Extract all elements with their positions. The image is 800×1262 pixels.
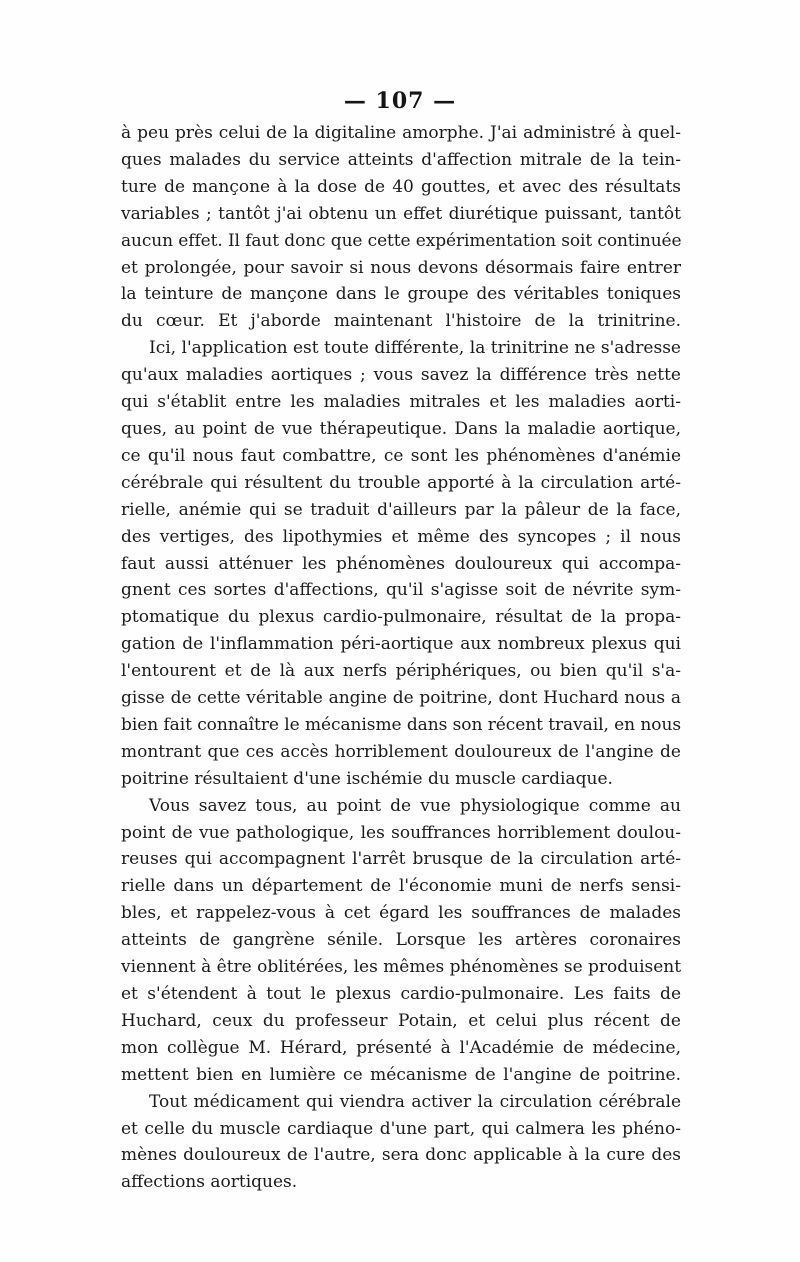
text-line: poitrine résultaient d'une ischémie du muscle cardiaque. — [121, 768, 613, 789]
text-line: ture de mançone à la dose de 40 gouttes, et avec des résultats — [121, 176, 681, 197]
text-line: Huchard, ceux du professeur Potain, et celui plus récent de — [121, 1010, 681, 1031]
text-line: et s'étendent à tout le plexus cardio-pulmonaire. Les faits de — [121, 984, 681, 1004]
text-line: atteints de gangrène sénile. Lorsque les artères coronaires — [121, 930, 681, 951]
text-line: bles, et rappelez-vous à cet égard les souffrances de malades — [121, 903, 681, 924]
text-line: mettent bien en lumière ce mécanisme de l'angine de poitrine. — [121, 1064, 681, 1085]
text-line: faut aussi atténuer les phénomènes douloureux qui accompa- — [121, 553, 681, 574]
text-line: l'entourent et de là aux nerfs périphériques, ou bien qu'il s'a- — [121, 661, 681, 682]
text-line: ques malades du service atteints d'affection mitrale de la tein- — [121, 149, 681, 170]
text-line: des vertiges, des lipothymies et même des syncopes ; il nous — [121, 526, 681, 547]
text-line: viennent à être oblitérées, les mêmes phénomènes se produisent — [121, 957, 682, 978]
text-line: ce qu'il nous faut combattre, ce sont les phénomènes d'anémie — [121, 445, 681, 466]
text-line: montrant que ces accès horriblement douloureux de l'angine de — [121, 741, 681, 762]
text-line: Tout médicament qui viendra activer la circulation cérébrale — [149, 1091, 681, 1112]
text-line: mon collègue M. Hérard, présenté à l'Académie de médecine, — [121, 1037, 681, 1058]
text-line: rielle dans un département de l'économie muni de nerfs sensi- — [121, 876, 681, 897]
text-line: qui s'établit entre les maladies mitrales et les maladies aorti- — [121, 392, 681, 413]
text-line: Vous savez tous, au point de vue physiologique comme au — [149, 795, 681, 816]
text-line: mènes douloureux de l'autre, sera donc applicable à la cure des — [121, 1145, 681, 1166]
text-line: Ici, l'application est toute différente, la trinitrine ne s'adresse — [149, 338, 681, 359]
text-line: rielle, anémie qui se traduit d'ailleurs par la pâleur de la face, — [121, 499, 681, 520]
text-line: et prolongée, pour savoir si nous devons désormais faire entrer — [121, 257, 681, 278]
text-line: gnent ces sortes d'affections, qu'il s'agisse soit de névrite sym- — [121, 580, 681, 601]
text-line: aucun effet. Il faut donc que cette expérimentation soit continuée — [121, 230, 682, 251]
paragraph-2 — [121, 335, 681, 792]
text-line: point de vue pathologique, les souffrances horriblement doulou- — [121, 822, 681, 843]
text-line: affections aortiques. — [121, 1172, 298, 1193]
text-line: la teinture de mançone dans le groupe des véritables toniques — [121, 284, 681, 305]
paragraph-4 — [121, 1089, 681, 1197]
paragraph-3 — [121, 793, 681, 1089]
text-line: cérébrale qui résultent du trouble apporté à la circulation arté- — [121, 472, 681, 493]
body-text — [121, 120, 681, 1196]
page-number: — 107 — — [343, 88, 457, 114]
text-line: bien fait connaître le mécanisme dans son récent travail, en nous — [121, 714, 681, 735]
text-line: ptomatique du plexus cardio-pulmonaire, résultat de la propa- — [121, 607, 681, 628]
text-line: reuses qui accompagnent l'arrêt brusque de la circulation arté- — [121, 849, 681, 870]
text-line: et celle du muscle cardiaque d'une part, qui calmera les phéno- — [121, 1118, 681, 1139]
text-line: gation de l'inflammation péri-aortique aux nombreux plexus qui — [121, 634, 681, 655]
text-line: qu'aux maladies aortiques ; vous savez la différence très nette — [121, 365, 681, 386]
text-line: du cœur. Et j'aborde maintenant l'histoire de la trinitrine. — [121, 311, 681, 332]
paragraph-1 — [121, 120, 681, 335]
text-line: variables ; tantôt j'ai obtenu un effet diurétique puissant, tantôt — [121, 203, 681, 224]
text-line: ques, au point de vue thérapeutique. Dans la maladie aortique, — [121, 418, 681, 439]
text-line: à peu près celui de la digitaline amorphe. J'ai administré à quel- — [121, 123, 681, 143]
text-line: gisse de cette véritable angine de poitrine, dont Huchard nous a — [121, 688, 681, 709]
